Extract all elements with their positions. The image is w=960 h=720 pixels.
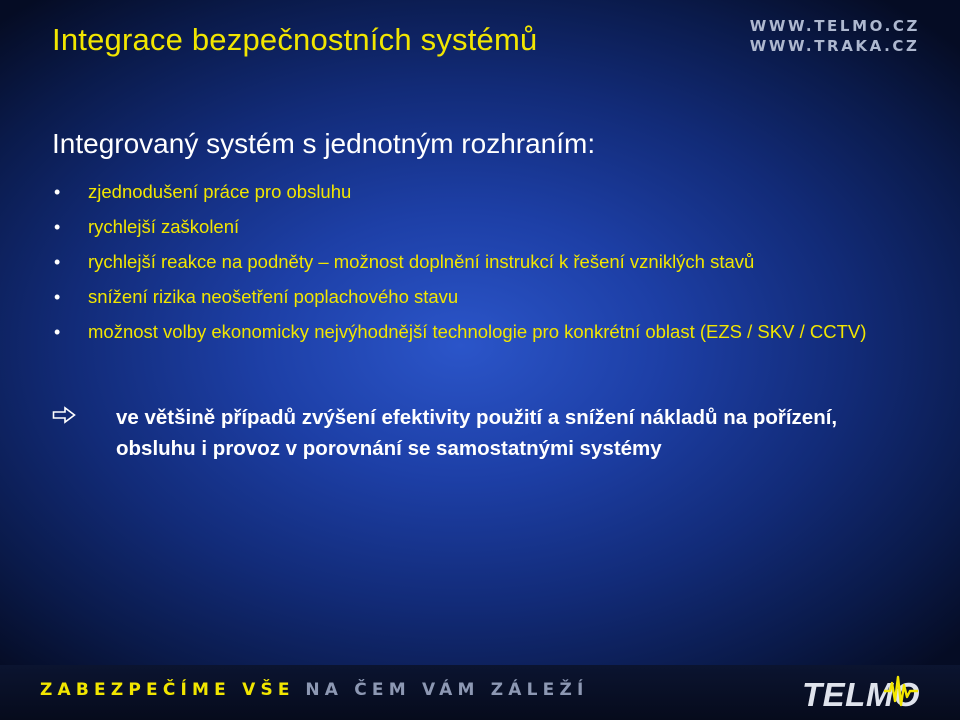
list-item [52,317,882,347]
slide-title: Integrace bezpečnostních systémů [52,22,538,57]
bullet-dot-icon: • [54,252,61,272]
bullet-dot-icon: • [54,322,61,342]
bullet-list [52,177,882,352]
list-item-text: snížení rizika neošetření poplachového stavu [88,286,459,307]
bullet-dot-icon: • [54,287,61,307]
list-item [52,177,882,207]
list-item-text: zjednodušení práce pro obsluhu [88,181,352,202]
conclusion-text: ve většině případů zvýšení efektivity použití a snížení nákladů na pořízení, obsluhu i provoz v porovnání se samostatnými systémy [116,406,838,460]
list-item [52,212,882,242]
conclusion-block [52,402,892,464]
url-traka[interactable]: WWW.TRAKA.CZ [749,37,920,55]
list-item-text: rychlejší zaškolení [88,216,240,237]
tagline-part-2: NA ČEM VÁM ZÁLEŽÍ [305,680,589,700]
logo-text: TELMO [802,676,920,713]
list-item-text: možnost volby ekonomicky nejvýhodnější technologie pro konkrétní oblast (EZS / SKV / CCTV) [88,321,867,342]
telmo-logo-icon[interactable] [800,669,930,715]
slide-subtitle: Integrovaný systém s jednotným rozhraním: [52,128,596,159]
list-item [52,247,882,277]
list-item-text: rychlejší reakce na podněty – možnost doplnění instrukcí k řešení vzniklých stavů [88,251,755,272]
outline-right-arrow-icon [52,406,76,424]
tagline-part-1: ZABEZPEČÍME VŠE [40,680,295,700]
bullet-dot-icon: • [54,182,61,202]
footer-tagline [40,680,589,700]
url-telmo[interactable]: WWW.TELMO.CZ [749,17,920,35]
footer-bar [0,665,960,720]
bullet-dot-icon: • [54,217,61,237]
list-item [52,282,882,312]
website-links [750,16,920,56]
